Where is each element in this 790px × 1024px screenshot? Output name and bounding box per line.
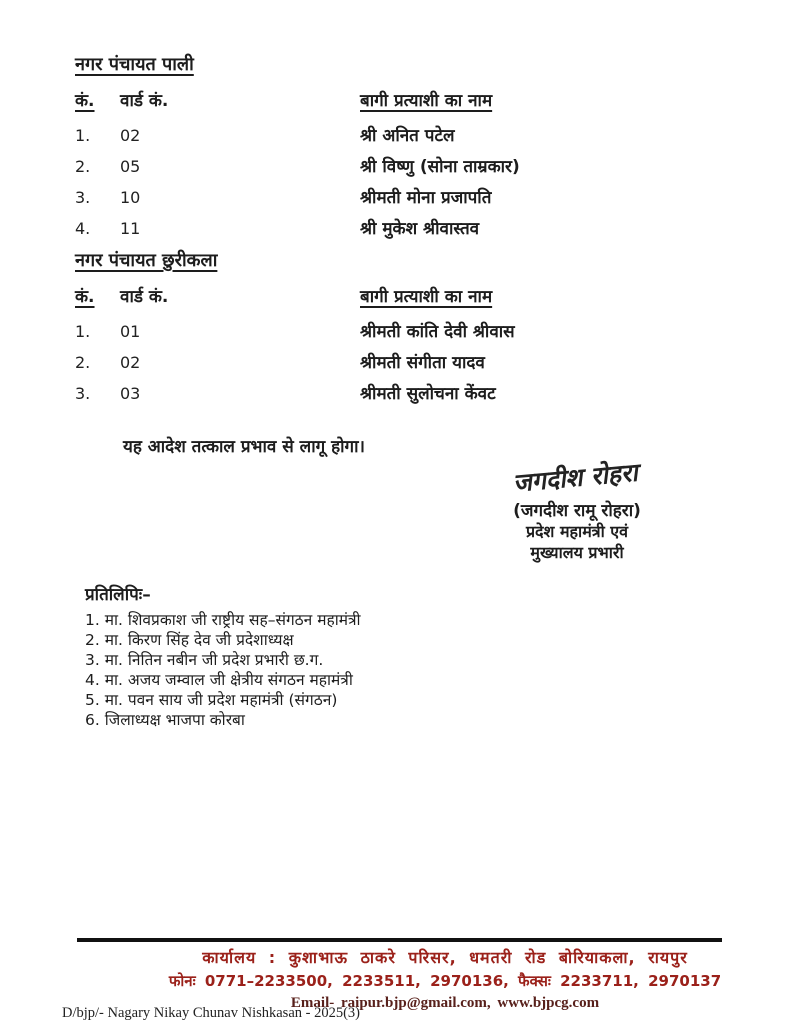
table-row: [75, 381, 515, 412]
table-row: [75, 350, 515, 381]
row-ward-no: 01: [120, 322, 141, 341]
row-serial-no: 3.: [75, 188, 91, 207]
row-ward-no: 11: [120, 219, 141, 238]
copy-item: 6. जिलाध्यक्ष भाजपा कोरबा: [85, 711, 245, 729]
phone-fax-line: फोनः 0771–2233500, 2233511, 2970136, फैक्सः 2233711, 2970137: [168, 972, 722, 990]
header-candidate-name: बागी प्रत्याशी का नाम: [360, 91, 493, 111]
order-statement: यह आदेश तत्काल प्रभाव से लागू होगा।: [123, 437, 365, 457]
signatory-designation-line2: मुख्यालय प्रभारी: [530, 543, 624, 562]
email-website-line: Email- raipur.bjp@gmail.com, www.bjpcg.com: [290, 995, 600, 1011]
copy-item: 2. मा. किरण सिंह देव जी प्रदेशाध्यक्ष: [85, 631, 294, 649]
row-serial-no: 3.: [75, 384, 91, 403]
letterhead-footer: [115, 946, 775, 1012]
section-nagar-panchayat-chhurikala: [75, 248, 515, 412]
header-serial-no: कं.: [75, 91, 95, 111]
row-serial-no: 2.: [75, 353, 91, 372]
row-ward-no: 10: [120, 188, 141, 207]
row-ward-no: 05: [120, 157, 141, 176]
signatory-name: (जगदीश रामू रोहरा): [513, 501, 641, 521]
row-ward-no: 02: [120, 126, 141, 145]
table-header-row: [75, 88, 520, 111]
table-row: [75, 319, 515, 350]
row-candidate-name: श्रीमती सुलोचना केंवट: [360, 384, 496, 404]
signature: जगदीश रोहरा: [512, 457, 641, 498]
row-candidate-name: श्री विष्णु (सोना ताम्रकार): [360, 157, 520, 177]
section-title: नगर पंचायत पाली: [75, 54, 194, 75]
signature-block: [472, 457, 682, 563]
row-serial-no: 4.: [75, 219, 91, 238]
row-candidate-name: श्री अनित पटेल: [360, 126, 455, 146]
table-row: [75, 123, 520, 154]
office-address: कार्यालय : कुशाभाऊ ठाकरे परिसर, धमतरी रोड बोरियाकला, रायपुर: [202, 948, 688, 967]
header-ward-no: वार्ड कं.: [120, 287, 169, 307]
signatory-designation-line1: प्रदेश महामंत्री एवं: [525, 522, 629, 541]
row-serial-no: 1.: [75, 126, 91, 145]
section-nagar-panchayat-pali: [75, 52, 520, 247]
row-ward-no: 02: [120, 353, 141, 372]
copies-block: [85, 582, 361, 730]
row-candidate-name: श्रीमती कांति देवी श्रीवास: [360, 322, 515, 342]
row-candidate-name: श्री मुकेश श्रीवास्तव: [360, 219, 480, 239]
table-row: [75, 185, 520, 216]
row-serial-no: 2.: [75, 157, 91, 176]
table-header-row: [75, 284, 515, 307]
table-row: [75, 154, 520, 185]
header-serial-no: कं.: [75, 287, 95, 307]
header-candidate-name: बागी प्रत्याशी का नाम: [360, 287, 493, 307]
header-ward-no: वार्ड कं.: [120, 91, 169, 111]
row-candidate-name: श्रीमती मोना प्रजापति: [360, 188, 492, 208]
file-reference-line: D/bjp/- Nagary Nikay Chunav Nishkasan - 2025(3): [62, 1005, 360, 1021]
footer-divider-rule: [77, 938, 722, 942]
copy-item: 3. मा. नितिन नबीन जी प्रदेश प्रभारी छ.ग.: [85, 651, 324, 669]
copy-item: 4. मा. अजय जम्वाल जी क्षेत्रीय संगठन महामंत्री: [85, 671, 353, 689]
table-row: [75, 216, 520, 247]
row-ward-no: 03: [120, 384, 141, 403]
copy-item: 1. मा. शिवप्रकाश जी राष्ट्रीय सह–संगठन महामंत्री: [85, 611, 361, 629]
copies-label: प्रतिलिपिः–: [85, 585, 151, 605]
copy-item: 5. मा. पवन साय जी प्रदेश महामंत्री (संगठन): [85, 691, 338, 709]
row-candidate-name: श्रीमती संगीता यादव: [360, 353, 485, 373]
row-serial-no: 1.: [75, 322, 91, 341]
section-title: नगर पंचायत छुरीकला: [75, 250, 218, 271]
